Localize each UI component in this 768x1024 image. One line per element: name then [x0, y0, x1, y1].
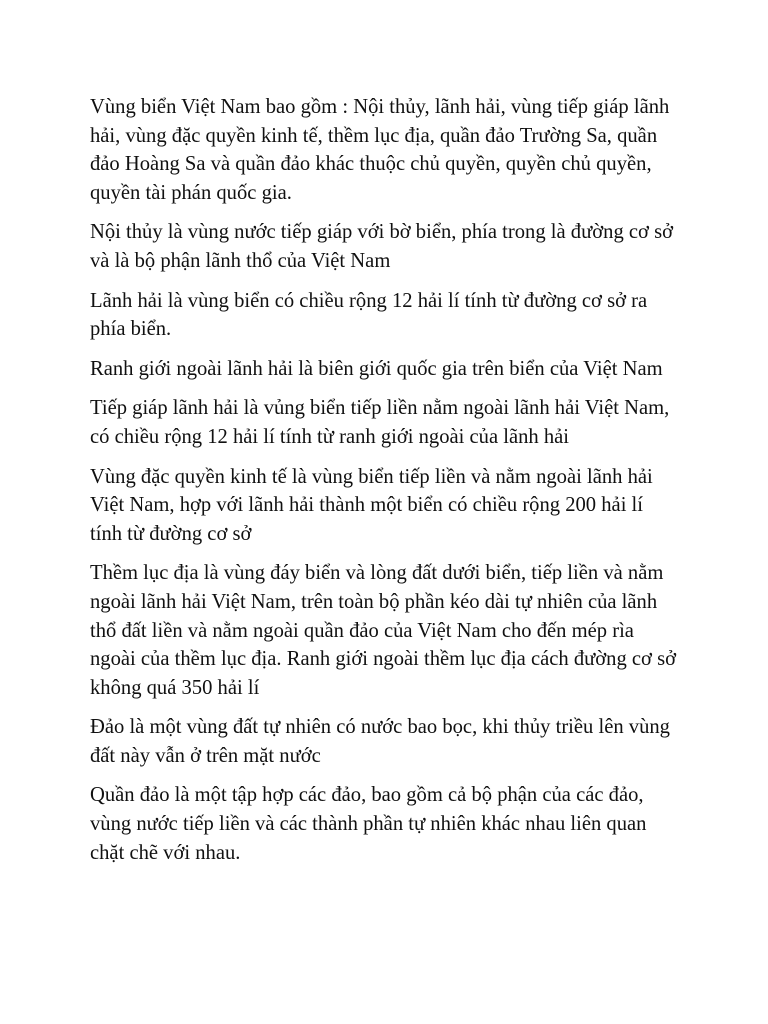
paragraph-4: Ranh giới ngoài lãnh hải là biên giới quốc gia trên biển của Việt Nam: [90, 357, 663, 380]
paragraph-8: Đảo là một vùng đất tự nhiên có nước bao bọc, khi thủy triều lên vùng đất này vẫn ở trên mặt nước: [90, 716, 670, 767]
paragraph-9: Quần đảo là một tập hợp các đảo, bao gồm cả bộ phận của các đảo, vùng nước tiếp liền và các thành phần tự nhiên khác nhau liên quan chặt chẽ với nhau.: [90, 784, 647, 864]
paragraph-2: Nội thủy là vùng nước tiếp giáp với bờ biển, phía trong là đường cơ sở và là bộ phận lãnh thổ của Việt Nam: [90, 221, 673, 272]
document-body: [90, 93, 680, 878]
paragraph-6: Vùng đặc quyền kinh tế là vùng biển tiếp liền và nằm ngoài lãnh hải Việt Nam, hợp với lãnh hải thành một biển có chiều rộng 200 hải lí tính từ đường cơ sở: [90, 465, 653, 545]
paragraph-5: Tiếp giáp lãnh hải là vủng biển tiếp liền nằm ngoài lãnh hải Việt Nam, có chiều rộng 12 hải lí tính từ ranh giới ngoài của lãnh hải: [90, 397, 670, 448]
paragraph-3: Lãnh hải là vùng biển có chiều rộng 12 hải lí tính từ đường cơ sở ra phía biển.: [90, 289, 648, 341]
paragraph-7: Thềm lục địa là vùng đáy biển và lòng đất dưới biển, tiếp liền và nằm ngoài lãnh hải Việt Nam, trên toàn bộ phần kéo dài tự nhiên của lãnh thổ đất liền và nằm ngoài quần đảo của Việt Nam cho đến mép rìa ngoài của thềm lục địa. Ranh giới ngoài thềm lục địa cách đường cơ sở không quá 350 hải lí: [90, 562, 676, 699]
paragraph-1: Vùng biển Việt Nam bao gồm : Nội thủy, lãnh hải, vùng tiếp giáp lãnh hải, vùng đặc quyền kinh tế, thềm lục địa, quần đảo Trường Sa, quần đảo Hoàng Sa và quần đảo khác thuộc chủ quyền, quyền chủ quyền, quyền tài phán quốc gia.: [90, 96, 670, 204]
